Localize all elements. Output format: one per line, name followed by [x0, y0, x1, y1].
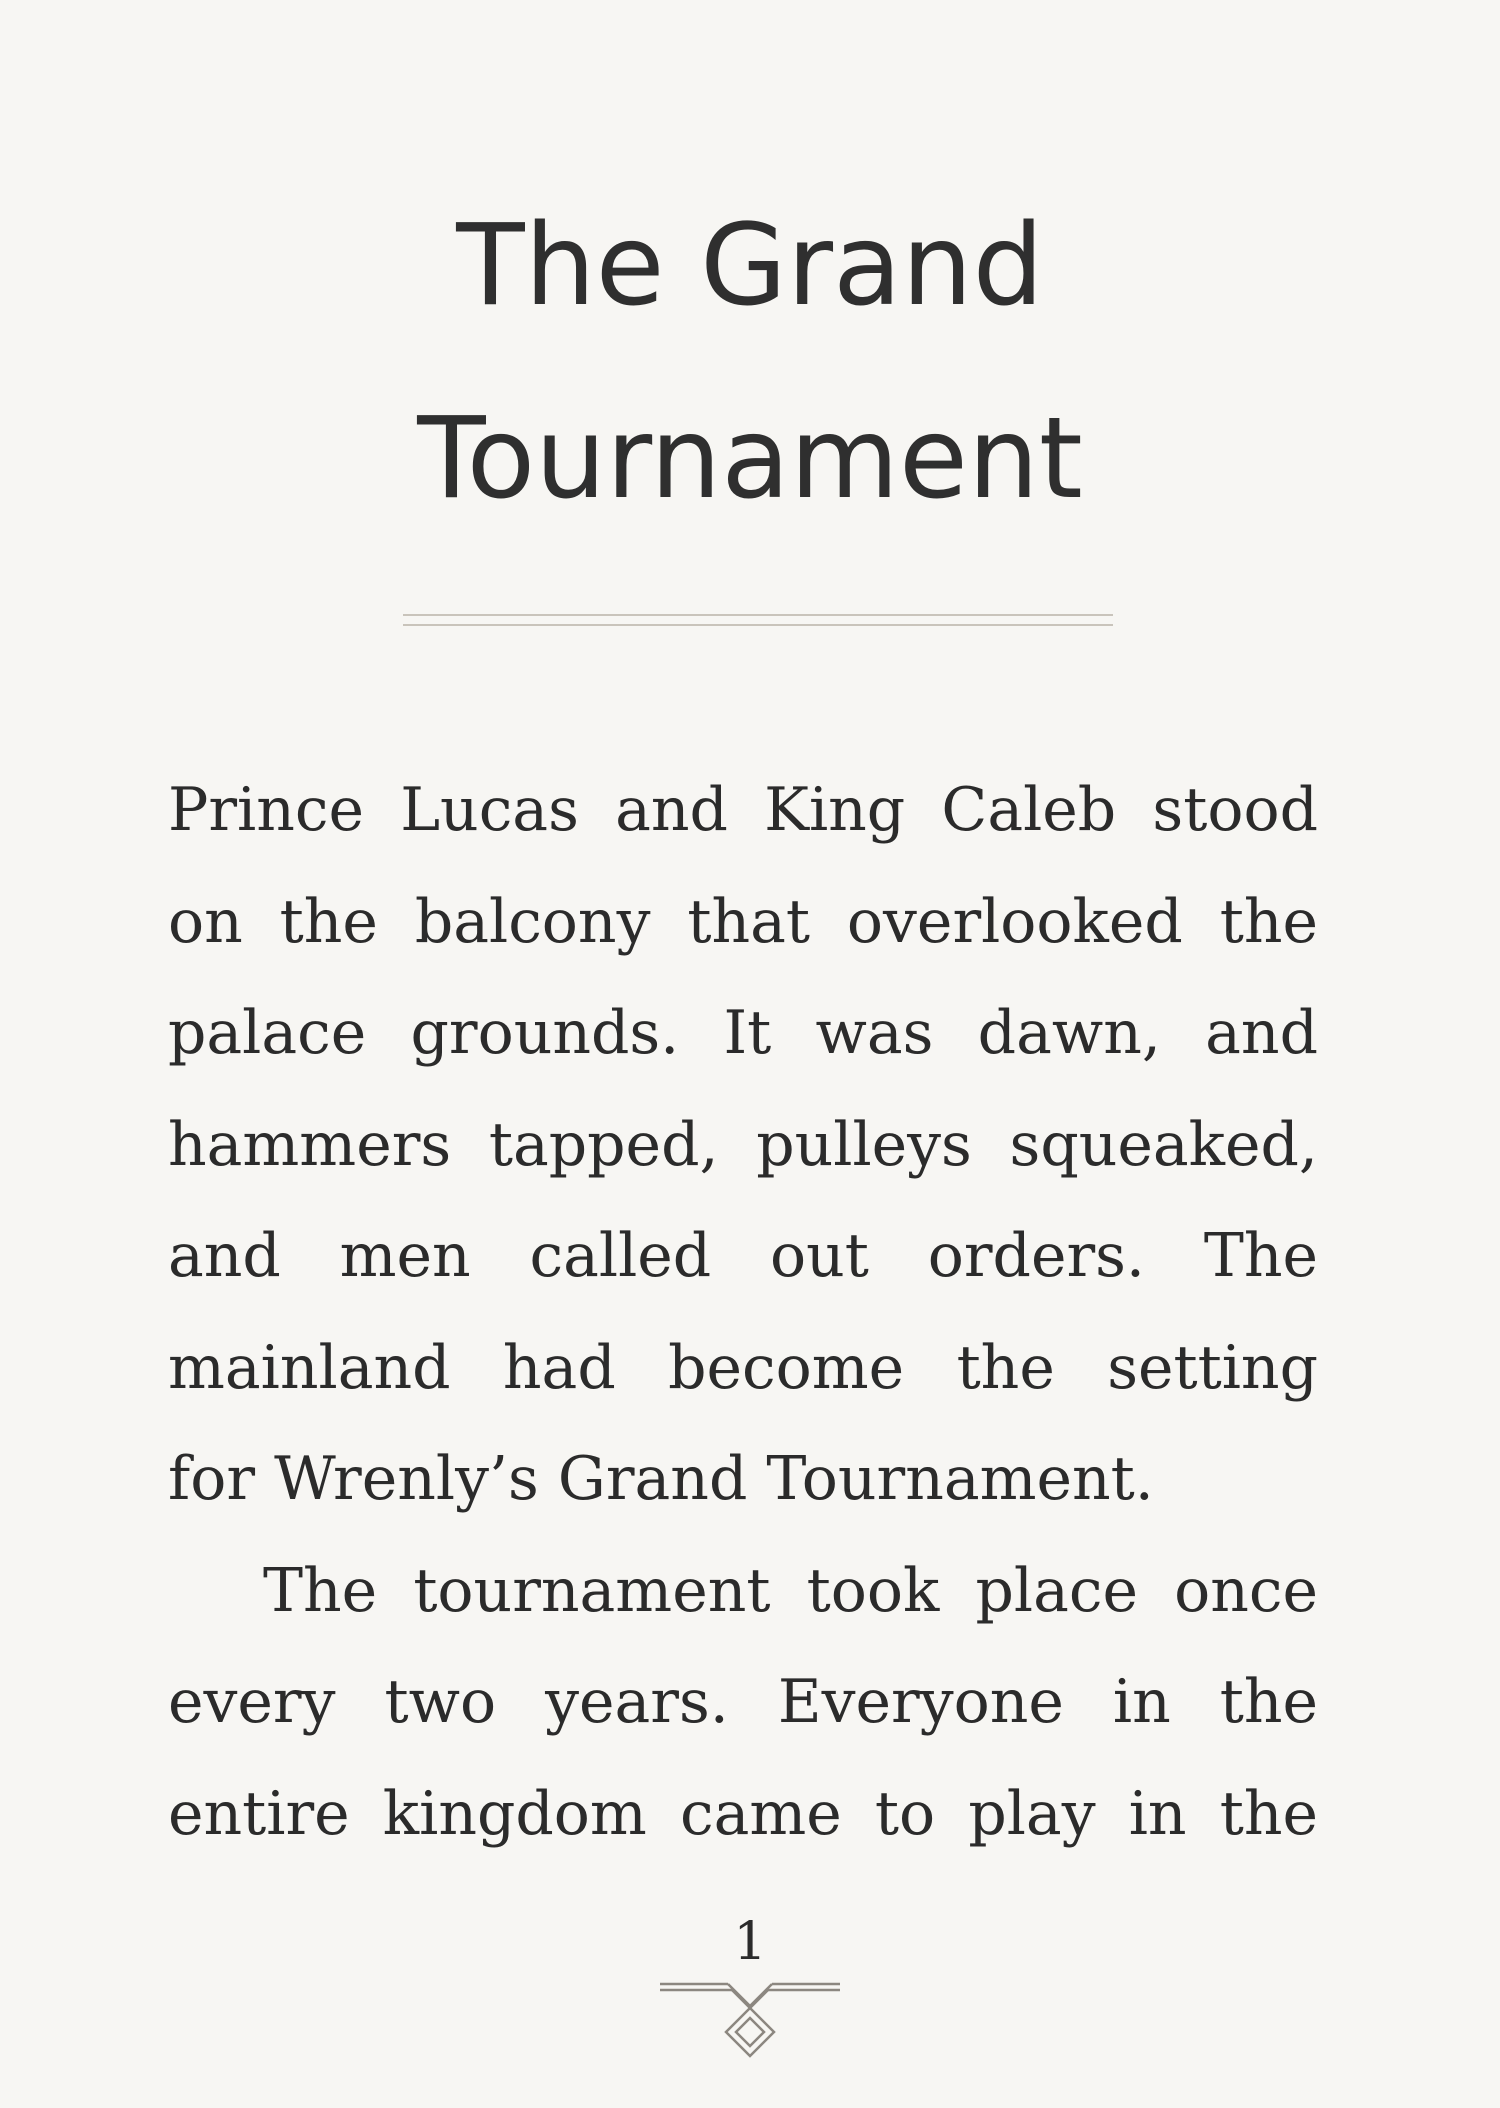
chapter-title [0, 170, 1500, 556]
body-line: and men called out orders. The [168, 1221, 1318, 1291]
body-line: Prince Lucas and King Caleb stood [168, 775, 1318, 845]
body-line: The tournament took place once [263, 1555, 1318, 1626]
body-line: mainland had become the setting [168, 1332, 1318, 1403]
body-line: palace grounds. It was dawn, and [168, 998, 1318, 1068]
chapter-title-line-2: Tournament [417, 394, 1083, 524]
body-line: every two years. Everyone in the [168, 1667, 1318, 1737]
body-line: for Wrenly’s Grand Tournament. [168, 1444, 1154, 1514]
body-line: hammers tapped, pulleys squeaked, [168, 1109, 1318, 1180]
title-divider-line-top [403, 614, 1113, 616]
chapter-title-line-1: The Grand [456, 201, 1044, 331]
body-text [168, 755, 1318, 1870]
body-line: entire kingdom came to play in the [168, 1778, 1318, 1849]
diamond-knot-ornament-icon [660, 1970, 840, 2070]
title-divider-line-bottom [403, 624, 1113, 626]
title-divider [403, 614, 1113, 628]
body-line: on the balcony that overlooked the [168, 886, 1318, 957]
page-number: 1 [733, 1912, 767, 1972]
